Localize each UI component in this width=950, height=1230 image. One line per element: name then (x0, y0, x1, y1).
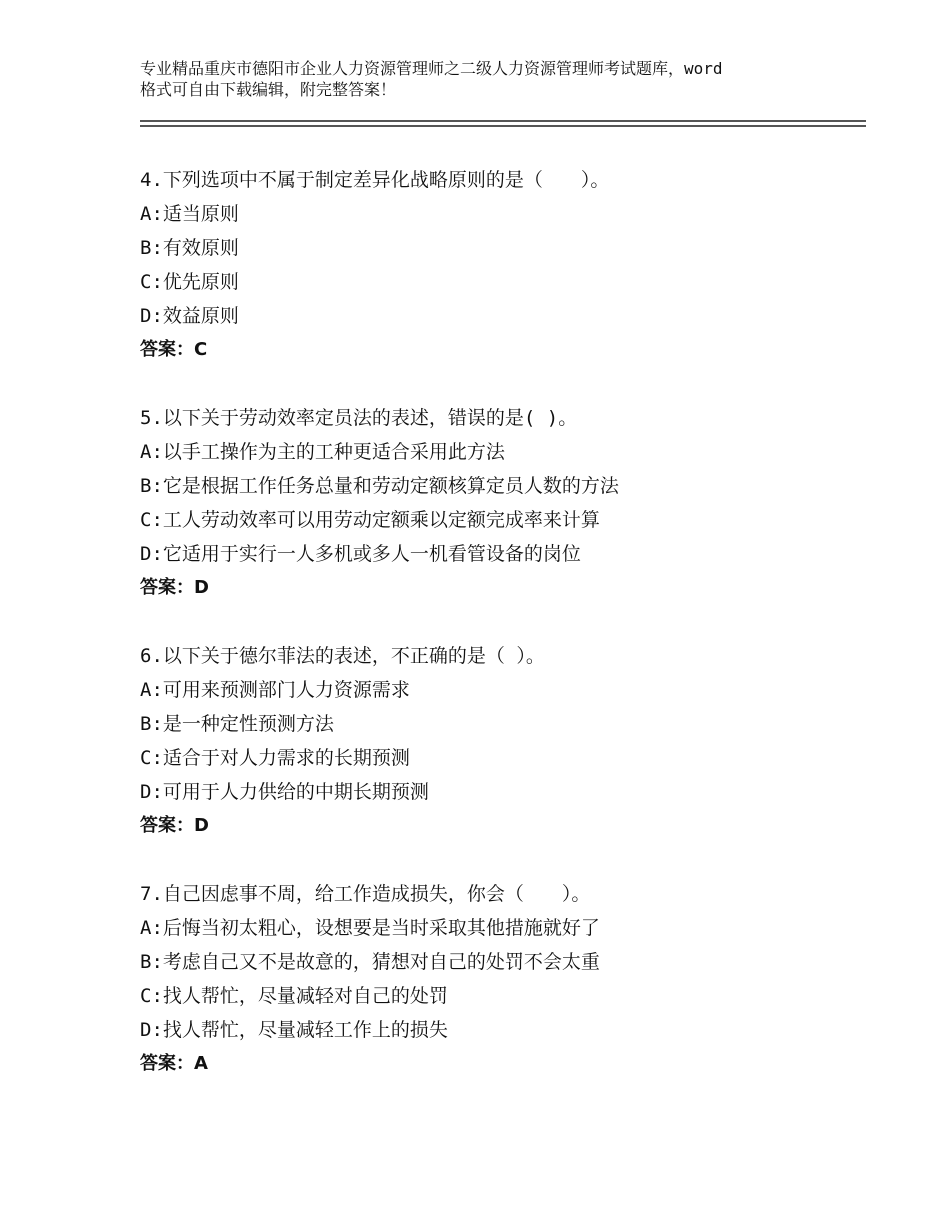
header-divider-bottom (140, 125, 866, 127)
answer-label: 答案：D (140, 815, 209, 836)
option-d: D:效益原则 (140, 305, 239, 327)
question-stem: 6.以下关于德尔菲法的表述，不正确的是（ ）。 (140, 645, 545, 667)
question-5 (140, 401, 866, 605)
option-c: C:优先原则 (140, 271, 239, 293)
question-stem: 5.以下关于劳动效率定员法的表述，错误的是( )。 (140, 407, 578, 429)
header-divider-top (140, 120, 866, 122)
option-b: B:是一种定性预测方法 (140, 713, 334, 735)
option-a: A:以手工操作为主的工种更适合采用此方法 (140, 441, 505, 463)
option-b: B:它是根据工作任务总量和劳动定额核算定员人数的方法 (140, 475, 619, 497)
option-a: A:适当原则 (140, 203, 239, 225)
option-b: B:有效原则 (140, 237, 239, 259)
answer-label: 答案：A (140, 1053, 208, 1074)
option-b: B:考虑自己又不是故意的，猜想对自己的处罚不会太重 (140, 951, 600, 973)
question-4 (140, 163, 866, 367)
option-a: A:可用来预测部门人力资源需求 (140, 679, 410, 701)
document-header (140, 58, 840, 100)
question-stem: 7.自己因虑事不周，给工作造成损失，你会（ ）。 (140, 883, 591, 905)
answer-label: 答案：C (140, 339, 208, 360)
option-c: C:找人帮忙，尽量减轻对自己的处罚 (140, 985, 448, 1007)
question-stem: 4.下列选项中不属于制定差异化战略原则的是（ ）。 (140, 169, 610, 191)
option-c: C:工人劳动效率可以用劳动定额乘以定额完成率来计算 (140, 509, 600, 531)
option-a: A:后悔当初太粗心，设想要是当时采取其他措施就好了 (140, 917, 600, 939)
option-d: D:可用于人力供给的中期长期预测 (140, 781, 429, 803)
option-d: D:找人帮忙，尽量减轻工作上的损失 (140, 1019, 448, 1041)
question-7 (140, 877, 866, 1081)
option-c: C:适合于对人力需求的长期预测 (140, 747, 410, 769)
question-6 (140, 639, 866, 843)
question-list (140, 163, 866, 1115)
answer-label: 答案：D (140, 577, 209, 598)
option-d: D:它适用于实行一人多机或多人一机看管设备的岗位 (140, 543, 581, 565)
header-line-1: 专业精品重庆市德阳市企业人力资源管理师之二级人力资源管理师考试题库，word (140, 59, 723, 78)
header-line-2: 格式可自由下载编辑，附完整答案！ (140, 80, 397, 99)
